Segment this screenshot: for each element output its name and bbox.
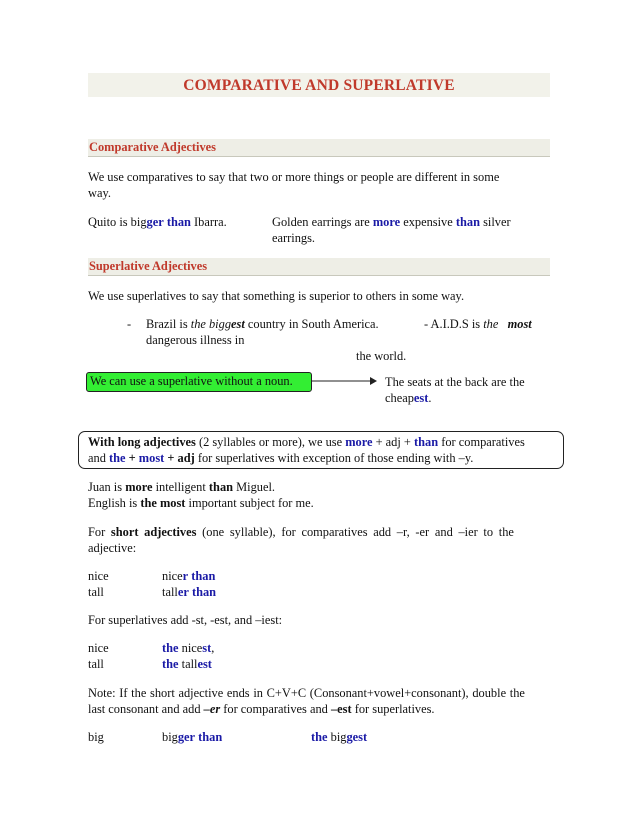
superlative-form-nice (162, 640, 214, 656)
text: For (88, 525, 111, 539)
keyword-than: than (198, 730, 223, 744)
text-bold: short adjectives (110, 525, 197, 539)
text: (2 syllables or more), we use (195, 435, 346, 449)
text: Juan is (88, 480, 126, 494)
example-juan (88, 479, 275, 495)
text: (one syllable), for comparatives add –r, -er and –ier to the (196, 525, 514, 539)
text: intelligent (152, 480, 209, 494)
stem: nice (162, 569, 183, 583)
text: cheap (385, 391, 414, 405)
text-bold: With long adjectives (88, 435, 196, 449)
stem: tall (162, 585, 178, 599)
keyword-than: than (191, 569, 216, 583)
stem: tall (178, 657, 198, 671)
comparative-example-quito (88, 214, 227, 230)
suffix: er (177, 585, 189, 599)
note-line-2 (88, 701, 435, 717)
keyword-the: the (311, 730, 328, 744)
stem: big (327, 730, 347, 744)
text: Quito is big (88, 215, 147, 229)
text: silver (479, 215, 511, 229)
keyword-than: than (414, 435, 439, 449)
superlative-intro: We use superlatives to say that something is superior to others in some way. (88, 289, 465, 303)
text: country in South America. (244, 317, 379, 331)
text: - A.I.D.S is (424, 317, 484, 331)
comparative-intro-line-1: We use comparatives to say that two or more things or people are different in some (88, 170, 500, 184)
comparative-form-big (162, 729, 222, 745)
superlative-example-brazil (146, 316, 379, 332)
superlative-heading: Superlative Adjectives (89, 259, 208, 273)
superlative-example-aids (424, 316, 532, 332)
rule-line-2 (88, 450, 473, 466)
comparative-form-tall (162, 584, 216, 600)
text: Brazil is (146, 317, 191, 331)
comparative-example-earrings-2: earrings. (272, 231, 316, 245)
text: expensive (400, 215, 456, 229)
superlative-form-tall (162, 656, 212, 672)
comparative-example-earrings (272, 214, 511, 230)
stem: nice (178, 641, 203, 655)
keyword-the: the (162, 657, 179, 671)
seats-line-2 (385, 390, 431, 406)
superlative-example-line-2: dangerous illness in (146, 333, 245, 347)
page-title: COMPARATIVE AND SUPERLATIVE (183, 77, 455, 94)
word-big: big (88, 730, 104, 744)
keyword-than: than (191, 585, 217, 599)
suffix: r (182, 569, 189, 583)
text-bold: + adj (164, 451, 195, 465)
superlative-word-tall: tall (88, 657, 104, 671)
example-english (88, 495, 314, 511)
suffix: gest (346, 730, 368, 744)
short-adjectives-line-2: adjective: (88, 541, 137, 555)
text: , (211, 641, 215, 655)
suffix: est (231, 317, 245, 331)
comparative-intro-line-2: way. (88, 186, 111, 200)
seats-line-1: The seats at the back are the (385, 375, 525, 389)
text: + adj + (372, 435, 414, 449)
no-noun-note: We can use a superlative without a noun. (90, 374, 293, 388)
text: Miguel. (233, 480, 276, 494)
superlative-form-big (311, 729, 367, 745)
comparative-word-tall: tall (88, 585, 104, 599)
keyword-than: than (166, 215, 191, 229)
keyword-the: the (109, 451, 126, 465)
superlative-rule-intro: For superlatives add -st, -est, and –iest: (88, 613, 283, 627)
suffix-est: –est (330, 702, 352, 716)
text: for comparatives and (220, 702, 331, 716)
suffix: ger (177, 730, 196, 744)
suffix: est (197, 657, 212, 671)
short-adjectives-line-1 (88, 524, 514, 540)
suffix: est (413, 391, 429, 405)
text: last consonant and add (88, 702, 204, 716)
text-bold: + (125, 451, 139, 465)
comparative-heading: Comparative Adjectives (89, 140, 216, 154)
superlative-word-nice: nice (88, 641, 109, 655)
keyword-more: more (345, 435, 373, 449)
keyword-most: most (507, 317, 532, 331)
text-italic: the (483, 317, 499, 331)
suffix: st (202, 641, 212, 655)
text: for superlatives. (351, 702, 435, 716)
keyword-most: most (138, 451, 165, 465)
text: . (428, 391, 432, 405)
keyword-the: the (162, 641, 179, 655)
keyword-more: more (372, 215, 401, 229)
stem: big (162, 730, 178, 744)
suffix: ger (146, 215, 164, 229)
arrow-right-icon (310, 374, 378, 388)
keyword-the-most: the most (140, 496, 186, 510)
text: for superlatives with exception of those ending with –y. (194, 451, 474, 465)
keyword-than: than (208, 480, 234, 494)
text: and (88, 451, 109, 465)
comparative-word-nice: nice (88, 569, 109, 583)
keyword-than: than (455, 215, 480, 229)
text: Golden earrings are (272, 215, 373, 229)
text-italic: the bigg (190, 317, 232, 331)
text: for comparatives (438, 435, 525, 449)
rule-line-1 (88, 434, 525, 450)
text: important subject for me. (185, 496, 314, 510)
text: Ibarra. (190, 215, 227, 229)
suffix-er: –er (203, 702, 221, 716)
bullet-dash: - (127, 317, 132, 331)
superlative-example-world: the world. (356, 349, 407, 363)
note-line-1: Note: If the short adjective ends in C+V+C (Consonant+vowel+consonant), double the (88, 686, 525, 700)
comparative-form-nice (162, 568, 215, 584)
keyword-more: more (125, 480, 153, 494)
text: English is (88, 496, 141, 510)
